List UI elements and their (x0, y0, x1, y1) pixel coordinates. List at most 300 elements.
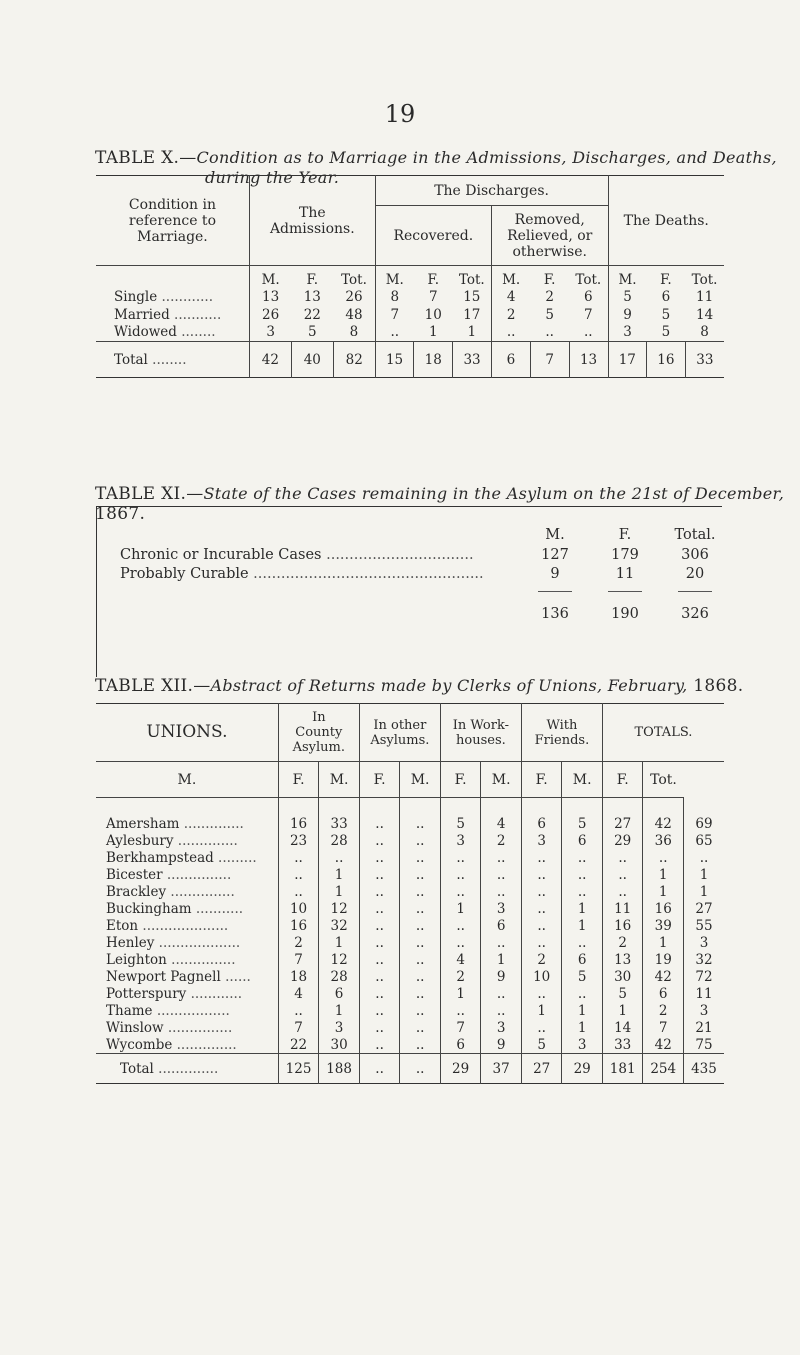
table-cell: 9 (481, 1036, 522, 1054)
total-cell: 435 (691, 1060, 717, 1077)
row-label-dots: ............ (157, 288, 214, 305)
table-cell: 3 (481, 1019, 522, 1036)
table-cell: 19 (643, 951, 684, 968)
table-cell: 5 (661, 324, 671, 341)
table-cell: 75 (695, 1036, 713, 1053)
row-label (96, 985, 278, 1002)
table-xii-label: TABLE XII.— (95, 676, 211, 696)
row-label (96, 951, 278, 968)
table-cell: 7 (278, 1019, 319, 1036)
row-label-text: Berkhampstead (106, 849, 214, 866)
table-cell: 2 (521, 951, 562, 968)
table-cell: 8 (700, 324, 709, 341)
table-cell: 3 (440, 832, 481, 849)
table-cell: 1 (453, 324, 492, 342)
table-cell: 5 (661, 306, 671, 323)
total-cell: 190 (611, 606, 639, 622)
table-cell: 1 (562, 1002, 603, 1019)
table-cell: .. (440, 1002, 481, 1019)
table-cell: 26 (333, 288, 375, 306)
table-xi (120, 525, 730, 629)
table-cell: 1 (699, 866, 709, 883)
table-cell: .. (521, 934, 562, 951)
table-row (96, 324, 724, 342)
table-cell: 14 (695, 306, 714, 323)
row-label (96, 1019, 278, 1036)
subheader-cell: Tot. (691, 271, 718, 288)
table-cell: 9 (623, 306, 632, 323)
table-cell: 1 (319, 934, 360, 951)
total-cell: 17 (608, 342, 647, 378)
table-cell: 3 (319, 1019, 360, 1036)
table-cell: 3 (623, 324, 632, 341)
spacer-cell (683, 798, 724, 816)
table-cell: 2 (481, 832, 522, 849)
header-deaths: The Deaths. (608, 176, 724, 266)
total-cell: .. (400, 1054, 441, 1084)
row-label (96, 1036, 278, 1054)
table-cell: .. (278, 849, 319, 866)
table-cell: 6 (661, 288, 671, 305)
table-cell: .. (319, 849, 360, 866)
total-label (96, 342, 249, 378)
total-cell: 27 (521, 1054, 562, 1084)
table-cell: .. (440, 849, 481, 866)
table-cell: 11 (602, 900, 643, 917)
subheader-cell: F. (359, 762, 400, 798)
table-cell: 28 (319, 968, 360, 985)
table-cell: 22 (303, 306, 321, 323)
table-cell: 69 (695, 815, 713, 832)
table-cell: 30 (319, 1036, 360, 1054)
table-cell: .. (359, 985, 400, 1002)
table-cell: 72 (695, 968, 713, 985)
table-cell: 27 (695, 900, 713, 917)
table-cell: .. (481, 849, 522, 866)
table-cell: 42 (643, 1036, 684, 1054)
row-label (120, 564, 520, 583)
spacer-cell (359, 798, 400, 816)
row-label-text: Bicester (106, 866, 163, 883)
table-cell: 1 (643, 934, 684, 951)
row-label-dots: ............... (166, 951, 236, 968)
row-label (96, 883, 278, 900)
subheader-cell: F. (306, 271, 319, 288)
row-label-text: Aylesbury (106, 832, 174, 849)
table-cell: 18 (278, 968, 319, 985)
table-cell: .. (359, 849, 400, 866)
table-cell: .. (400, 832, 441, 849)
table-row (120, 564, 730, 583)
table-cell: 6 (319, 985, 360, 1002)
column-header: M. (545, 527, 565, 543)
row-label-dots: ......... (213, 849, 257, 866)
total-label-dots: .............. (153, 1060, 219, 1077)
subheader-cell: Tot. (453, 266, 492, 288)
total-cell: 15 (375, 342, 414, 378)
table-cell: .. (400, 849, 441, 866)
table-cell: 5 (521, 1036, 562, 1054)
spacer-cell (440, 798, 481, 816)
table-cell: 32 (695, 951, 713, 968)
table-cell: 12 (319, 951, 360, 968)
table-cell: 10 (521, 968, 562, 985)
table-cell: .. (602, 883, 643, 900)
table-cell: 1 (521, 1002, 562, 1019)
table-row (96, 1036, 724, 1054)
table-cell: 2 (506, 306, 516, 323)
table-cell: 33 (602, 1036, 643, 1054)
table-cell: .. (400, 883, 441, 900)
total-cell: 29 (562, 1054, 603, 1084)
column-header: Total. (674, 527, 716, 543)
table-cell: 1 (562, 900, 603, 917)
table-cell: 179 (611, 546, 639, 563)
subheader-cell: M. (261, 271, 280, 288)
table-cell: 4 (481, 815, 522, 832)
table-cell: 306 (681, 546, 709, 563)
table-cell: .. (278, 883, 319, 900)
row-label-text: Chronic or Incurable Cases (120, 546, 322, 563)
table-cell: .. (440, 866, 481, 883)
header-discharges: The Discharges. (375, 176, 608, 206)
table-cell: .. (440, 883, 481, 900)
table-cell: .. (699, 849, 709, 866)
table-row (96, 306, 724, 324)
header-condition: Condition in reference to Marriage. (96, 176, 249, 266)
table-cell: .. (400, 917, 441, 934)
row-label (96, 1002, 278, 1019)
table-row (96, 951, 724, 968)
table-cell: 17 (453, 306, 492, 324)
table-cell: .. (602, 849, 643, 866)
table-row (96, 832, 724, 849)
table-cell: .. (481, 934, 522, 951)
table-cell: 5 (545, 306, 554, 323)
table-cell: .. (562, 883, 603, 900)
table-cell: 32 (319, 917, 360, 934)
table-cell: .. (278, 1002, 319, 1019)
table-cell: .. (440, 934, 481, 951)
table-cell: 12 (319, 900, 360, 917)
table-cell: .. (359, 917, 400, 934)
table-cell: .. (440, 917, 481, 934)
header-totals: TOTALS. (602, 704, 724, 762)
row-label-text: Married (114, 306, 170, 323)
table-row (96, 1019, 724, 1036)
total-cell: 16 (647, 342, 686, 378)
table-cell: .. (521, 985, 562, 1002)
table-cell: .. (400, 968, 441, 985)
table-cell: .. (506, 324, 516, 341)
table-row (96, 883, 724, 900)
row-label (96, 917, 278, 934)
table-cell: 7 (643, 1019, 684, 1036)
table-cell: .. (602, 866, 643, 883)
table-xii-title: Abstract of Returns made by Clerks of Unions, February, (210, 676, 688, 695)
total-label-text: Total (120, 1060, 154, 1077)
table-x-title-line2: during the Year. (205, 168, 340, 187)
table-cell: 6 (562, 951, 603, 968)
header-recovered: Recovered. (375, 206, 491, 266)
table-x-title: Condition as to Marriage in the Admissions, Discharges, and Deaths, (196, 148, 777, 167)
row-label (120, 545, 520, 564)
row-label-dots: ...... (220, 968, 251, 985)
table-cell: .. (359, 1002, 400, 1019)
row-label (96, 968, 278, 985)
total-cell: 7 (530, 342, 569, 378)
table-cell: .. (569, 324, 608, 342)
table-cell: 1 (602, 1002, 643, 1019)
subheader-cell: M. (562, 762, 603, 798)
table-cell: .. (562, 934, 603, 951)
table-cell: 2 (440, 968, 481, 985)
table-row (96, 934, 724, 951)
table-cell: .. (278, 866, 319, 883)
total-label (96, 1054, 278, 1084)
total-cell: 18 (414, 342, 453, 378)
table-row (120, 545, 730, 564)
row-label (96, 324, 249, 342)
table-cell: 3 (699, 934, 709, 951)
table-cell: .. (400, 1019, 441, 1036)
table-cell: .. (400, 866, 441, 883)
table-x (96, 175, 724, 378)
table-cell: 9 (550, 565, 560, 582)
spacer-cell (96, 798, 278, 816)
header-workhouses: In Work-houses. (440, 704, 521, 762)
table-cell: .. (359, 951, 400, 968)
row-label-dots: ........... (191, 900, 244, 917)
table-cell: .. (545, 324, 554, 341)
spacer-cell (521, 798, 562, 816)
table-cell: 65 (695, 832, 713, 849)
table-cell: .. (359, 1019, 400, 1036)
table-cell: 4 (506, 288, 516, 305)
row-label-dots: ........ (176, 324, 216, 341)
total-cell: 29 (440, 1054, 481, 1084)
subheader-cell: Tot. (569, 266, 608, 288)
total-cell: 136 (541, 606, 569, 622)
total-cell: 181 (602, 1054, 643, 1084)
table-cell: 1 (699, 883, 709, 900)
total-label-text: Total (114, 351, 148, 368)
row-label (96, 866, 278, 883)
table-cell: 28 (319, 832, 360, 849)
total-cell: 13 (569, 342, 608, 378)
row-label-dots: ................. (152, 1002, 230, 1019)
subheader-cell: Tot. (333, 266, 375, 288)
table-cell: 7 (390, 306, 400, 323)
table-cell: 127 (541, 546, 569, 563)
table-cell: 1 (562, 1019, 603, 1036)
total-cell: 254 (643, 1054, 684, 1084)
row-label-dots: ............ (186, 985, 243, 1002)
spacer-cell (602, 798, 643, 816)
row-label-dots: ............... (162, 866, 232, 883)
table-cell: 39 (643, 917, 684, 934)
subheader-cell: F. (427, 271, 440, 288)
table-cell: .. (400, 1036, 441, 1054)
subheader-cell: M. (319, 762, 360, 798)
table-row (96, 866, 724, 883)
table-cell: .. (390, 324, 400, 341)
table-row (96, 1002, 724, 1019)
spacer-cell (643, 798, 684, 816)
row-label-dots: ................... (154, 934, 241, 951)
table-cell: 16 (643, 900, 684, 917)
table-cell: 6 (643, 985, 684, 1002)
row-label-text: Wycombe (106, 1036, 173, 1053)
subheader-blank (96, 266, 249, 288)
table-cell: 1 (562, 917, 603, 934)
table-cell: .. (481, 1002, 522, 1019)
subheader-cell: F. (440, 762, 481, 798)
row-label-dots: .................................................. (248, 565, 484, 582)
table-cell: 8 (333, 324, 375, 342)
table-cell: 13 (262, 288, 280, 305)
total-cell: .. (359, 1054, 400, 1084)
spacer-cell (400, 798, 441, 816)
total-row (120, 599, 730, 629)
table-cell: 1 (643, 883, 684, 900)
total-cell: 37 (481, 1054, 522, 1084)
table-cell: 3 (481, 900, 522, 917)
table-cell: 3 (266, 324, 275, 341)
table-cell: 14 (602, 1019, 643, 1036)
row-label-dots: .............. (179, 815, 244, 832)
table-row (96, 968, 724, 985)
subheader-cell: M. (618, 271, 637, 288)
table-cell: 1 (643, 866, 684, 883)
table-cell: .. (521, 900, 562, 917)
header-removed: Removed, Relieved, or otherwise. (491, 206, 608, 266)
subheader-cell: M. (96, 762, 278, 798)
table-cell: .. (481, 883, 522, 900)
table-cell: .. (521, 866, 562, 883)
row-label (96, 900, 278, 917)
row-label-text: Henley (106, 934, 155, 951)
table-cell: 20 (685, 565, 705, 582)
total-label-dots: ........ (147, 351, 187, 368)
total-cell: 188 (319, 1054, 360, 1084)
subheader-cell: Tot. (643, 762, 684, 798)
table-cell: 23 (278, 832, 319, 849)
header-other-asylums: In other Asylums. (359, 704, 440, 762)
row-label-dots: .............. (173, 832, 238, 849)
table-cell: 16 (278, 917, 319, 934)
table-cell: .. (521, 849, 562, 866)
table-cell: .. (643, 849, 684, 866)
row-label-text: Probably Curable (120, 565, 249, 582)
row-label (96, 815, 278, 832)
row-label-text: Single (114, 288, 158, 305)
total-cell: 82 (333, 342, 375, 378)
table-cell: .. (562, 985, 603, 1002)
table-row (96, 917, 724, 934)
table-cell: 42 (643, 968, 684, 985)
table-cell: 3 (699, 1002, 709, 1019)
header-unions: UNIONS. (96, 704, 278, 762)
row-label-text: Potterspury (106, 985, 187, 1002)
table-row (96, 849, 724, 866)
table-cell: 1 (319, 1002, 360, 1019)
column-header: F. (618, 527, 632, 543)
table-cell: 11 (615, 565, 635, 582)
row-label-text: Amersham (106, 815, 180, 832)
row-label (96, 849, 278, 866)
subheader-cell: F. (660, 271, 672, 288)
table-cell: 1 (428, 324, 438, 341)
table-xi-title: State of the Cases remaining in the Asylum on the 21st of December, (203, 484, 785, 503)
table-xii (96, 703, 724, 1084)
table-cell: 1 (319, 883, 360, 900)
table-cell: 33 (319, 815, 360, 832)
table-cell: 5 (623, 288, 632, 305)
sum-rule (590, 583, 660, 599)
subheader-cell: M. (502, 271, 521, 288)
total-blank (120, 599, 520, 629)
table-cell: 13 (602, 951, 643, 968)
table-cell: 4 (440, 951, 481, 968)
total-row (96, 342, 724, 378)
table-cell: 36 (643, 832, 684, 849)
table-cell: 6 (562, 832, 603, 849)
row-label-text: Winslow (106, 1019, 164, 1036)
table-cell: .. (400, 900, 441, 917)
table-cell: 6 (569, 288, 608, 306)
header-county-asylum: In County Asylum. (278, 704, 359, 762)
subheader-cell: F. (521, 762, 562, 798)
table-cell: 7 (440, 1019, 481, 1036)
table-cell: 3 (562, 1036, 603, 1054)
row-label-dots: .............. (172, 1036, 237, 1053)
table-cell: 6 (440, 1036, 481, 1054)
table-cell: .. (481, 866, 522, 883)
table-cell: 11 (695, 985, 713, 1002)
header-friends: With Friends. (521, 704, 602, 762)
row-label (96, 288, 249, 306)
table-cell: 7 (278, 951, 319, 968)
table-cell: .. (359, 1036, 400, 1054)
table-xi-year: 1867. (95, 504, 146, 524)
table-cell: 1 (481, 951, 522, 968)
table-cell: .. (359, 900, 400, 917)
sum-rule (660, 583, 730, 599)
table-cell: 4 (278, 985, 319, 1002)
table-cell: 5 (562, 968, 603, 985)
page-number: 19 (384, 100, 416, 128)
row-label-dots: ............... (166, 883, 235, 900)
table-cell: 5 (440, 815, 481, 832)
table-cell: .. (521, 1019, 562, 1036)
table-cell: 13 (303, 288, 321, 305)
spacer-cell (319, 798, 360, 816)
row-label-dots: ................................ (321, 546, 474, 563)
table-cell: 1 (319, 866, 360, 883)
row-label (96, 934, 278, 951)
table-cell: 10 (278, 900, 319, 917)
table-cell: 6 (481, 917, 522, 934)
row-label-dots: ............... (163, 1019, 233, 1036)
table-cell: .. (400, 951, 441, 968)
table-cell: .. (562, 849, 603, 866)
table-cell: .. (359, 815, 400, 832)
table-cell: .. (521, 883, 562, 900)
table-cell: .. (359, 934, 400, 951)
row-label-dots: ........... (169, 306, 222, 323)
total-cell: 125 (278, 1054, 319, 1084)
